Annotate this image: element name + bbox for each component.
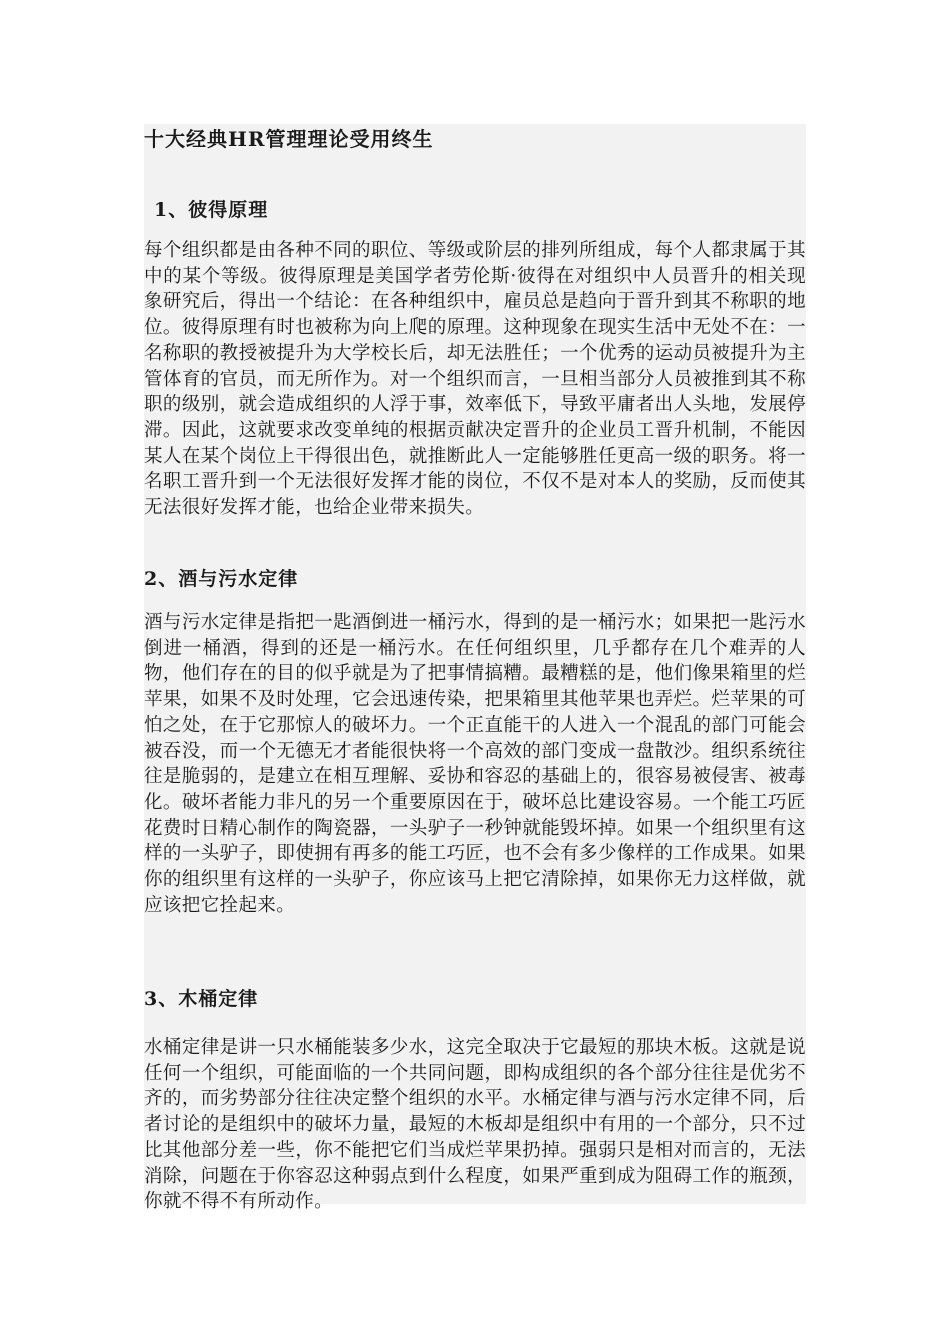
section-body-barrel-law: 水桶定律是讲一只水桶能装多少水，这完全取决于它最短的那块木板。这就是说任何一个组织，可能面临的一个共同问题，即构成组织的各个部分往往是优劣不齐的，而劣势部分往往决定整个组织的水平。水桶定律与酒与污水定律不同，后者讨论的是组织中的破坏力量，最短的木板却是组织中有用的一个部分，只不过比其他部分差一些，你不能把它们当成烂苹果扔掉。强弱只是相对而言的，无法消除，问题在于你容忍这种弱点到什么程度，如果严重到成为阻碍工作的瓶颈，你就不得不有所动作。 xyxy=(144,1037,806,1213)
section-body-wine-sewage-law: 酒与污水定律是指把一匙酒倒进一桶污水，得到的是一桶污水；如果把一匙污水倒进一桶酒，得到的还是一桶污水。在任何组织里，几乎都存在几个难弄的人物，他们存在的目的似乎就是为了把事情搞糟。最糟糕的是，他们像果箱里的烂苹果，如果不及时处理，它会迅速传染，把果箱里其他苹果也弄烂。烂苹果的可怕之处，在于它那惊人的破坏力。一个正直能干的人进入一个混乱的部门可能会被吞没，而一个无德无才者能很快将一个高效的部门变成一盘散沙。组织系统往往是脆弱的，是建立在相互理解、妥协和容忍的基础上的，很容易被侵害、被毒化。破坏者能力非凡的另一个重要原因在于，破坏总比建设容易。一个能工巧匠花费时日精心制作的陶瓷器，一头驴子一秒钟就能毁坏掉。如果一个组织里有这样的一头驴子，即使拥有再多的能工巧匠，也不会有多少像样的工作成果。如果你的组织里有这样的一头驴子，你应该马上把它清除掉，如果你无力这样做，就应该把它拴起来。 xyxy=(144,612,806,916)
section-heading-wine-sewage-law: 2、酒与污水定律 xyxy=(144,568,299,590)
document-title: 十大经典HR管理理论受用终生 xyxy=(144,127,434,151)
section-heading-peter-principle: 1、彼得原理 xyxy=(154,199,269,221)
section-heading-barrel-law: 3、木桶定律 xyxy=(144,988,259,1010)
section-body-peter-principle: 每个组织都是由各种不同的职位、等级或阶层的排列所组成，每个人都隶属于其中的某个等级。彼得原理是美国学者劳伦斯·彼得在对组织中人员晋升的相关现象研究后，得出一个结论：在各种组织中，雇员总是趋向于晋升到其不称职的地位。彼得原理有时也被称为向上爬的原理。这种现象在现实生活中无处不在：一名称职的教授被提升为大学校长后，却无法胜任；一个优秀的运动员被提升为主管体育的官员，而无所作为。对一个组织而言，一旦相当部分人员被推到其不称职的级别，就会造成组织的人浮于事，效率低下，导致平庸者出人头地，发展停滞。因此，这就要求改变单纯的根据贡献决定晋升的企业员工晋升机制，不能因某人在某个岗位上干得很出色，就推断此人一定能够胜任更高一级的职务。将一名职工晋升到一个无法很好发挥才能的岗位，不仅不是对本人的奖励，反而使其无法很好发挥才能，也给企业带来损失。 xyxy=(144,240,806,519)
